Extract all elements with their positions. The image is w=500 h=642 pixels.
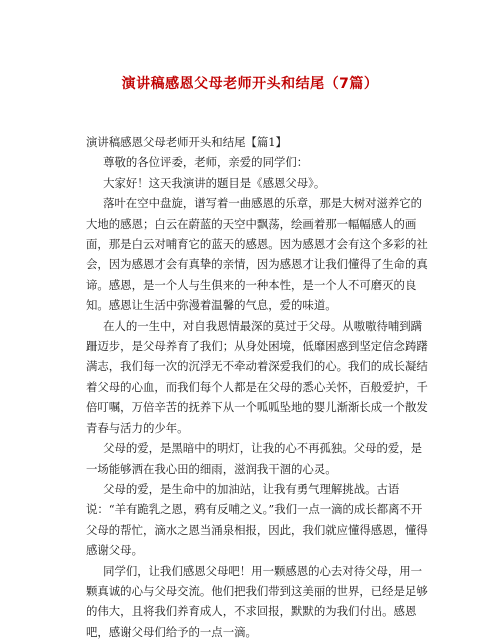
document-body <box>86 132 429 642</box>
paragraph: 落叶在空中盘旋，谱写着一曲感恩的乐章，那是大树对滋养它的大地的感恩；白云在蔚蓝的天空中飘荡，绘画着那一幅幅感人的画面，那是白云对哺育它的蓝天的感恩。因为感恩才会有这个多彩的社会，因为感恩才会有真挚的亲情，因为感恩才让我们懂得了生命的真谛。感恩，是一个人与生俱来的一种本性，是一个人不可磨灭的良知。感恩让生活中弥漫着温馨的气息，爱的味道。 <box>86 196 428 313</box>
paragraph: 尊敬的各位评委，老师，亲爱的同学们： <box>103 155 309 170</box>
paragraph: 父母的爱，是黑暗中的明灯，让我的心不再孤独。父母的爱，是一场能够洒在我心田的细雨，滋润我干涸的心灵。 <box>86 441 423 476</box>
document-title: 演讲稿感恩父母老师开头和结尾（7篇） <box>121 76 379 92</box>
paragraph: 大家好！这天我演讲的题目是《感恩父母》。 <box>103 175 326 190</box>
paragraph: 父母的爱，是生命中的加油站，让我有勇气理解挑战。古语说：“羊有跪乳之恩，鸦有反哺之义。”我们一点一滴的成长都离不开父母的帮忙，滴水之恩当涌泉相报，因此，我们就应懂得感恩，懂得感谢父母。 <box>86 481 428 558</box>
paragraph: 同学们，让我们感恩父母吧！用一颗感恩的心去对待父母，用一颗真诚的心与父母交流。他们把我们带到这美丽的世界，已经是足够的伟大，且将我们养育成人，不求回报，默默的为我们付出。感恩吧，感谢父母们给予的一点一滴。 <box>86 563 428 639</box>
paragraph: 在人的一生中，对自我恩情最深的莫过于父母。从嗷嗷待哺到蹒跚迈步，是父母养育了我们；从身处困境，低靡困惑到坚定信念踌躇满志，我们每一次的沉浮无不牵动着深爱我们的心。我们的成长凝结着父母的心血，而我们每个人都是在父母的悉心关怀，百般爱护，千倍叮嘱，万倍辛苦的抚养下从一个呱呱坠地的婴儿渐渐长成一个散发青春与活力的少年。 <box>86 318 428 435</box>
section-heading: 演讲稿感恩父母老师开头和结尾【篇1】 <box>86 135 287 149</box>
